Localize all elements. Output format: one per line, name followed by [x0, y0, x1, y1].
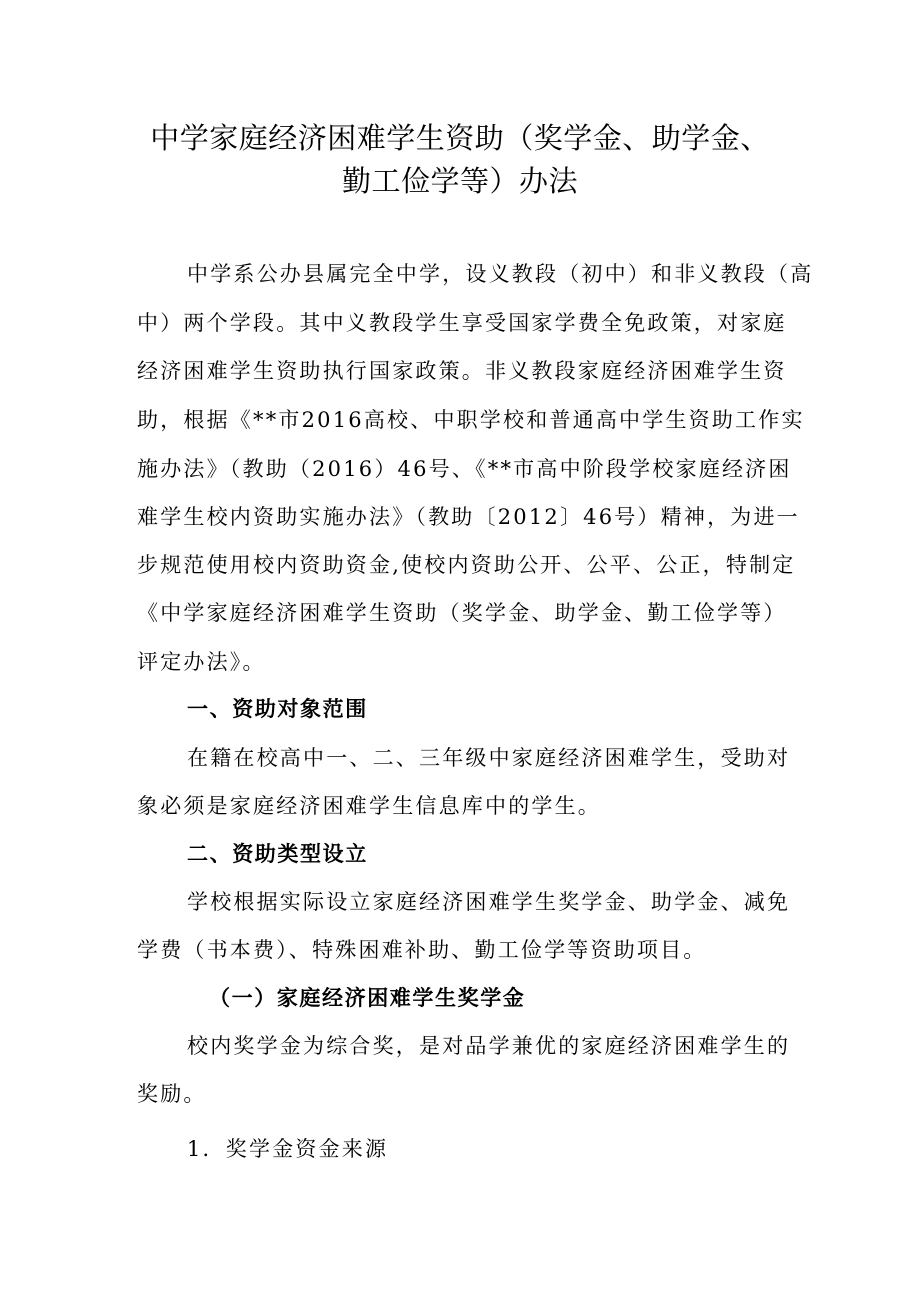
- document-title-line-1: 中学家庭经济困难学生资助（奖学金、助学金、: [150, 121, 770, 155]
- section-1-line: 在籍在校高中一、二、三年级中家庭经济困难学生，受助对: [187, 746, 791, 770]
- intro-paragraph-line: 难学生校内资助实施办法》（教助〔2012〕46号）精神，为进一: [137, 505, 800, 529]
- section-2-line: 学费（书本费）、特殊困难补助、勤工俭学等资助项目。: [137, 938, 707, 962]
- intro-paragraph-line: 助，根据《**市2016高校、中职学校和普通高中学生资助工作实: [137, 408, 805, 432]
- subsection-1-line: 奖励。: [137, 1082, 207, 1106]
- section-1-heading: 一、资助对象范围: [187, 696, 368, 721]
- document-title-line-2: 勤工俭学等）办法: [341, 164, 578, 198]
- section-1-line: 象必须是家庭经济困难学生信息库中的学生。: [137, 794, 601, 818]
- item-1-heading: 1．奖学金资金来源: [187, 1137, 389, 1161]
- subsection-1-heading: （一）家庭经济困难学生奖学金: [209, 985, 526, 1010]
- intro-paragraph-line: 《中学家庭经济困难学生资助（奖学金、助学金、勤工俭学等）: [137, 601, 787, 625]
- intro-paragraph-line: 评定办法》。: [137, 650, 266, 674]
- intro-paragraph-line: 经济困难学生资助执行国家政策。非义教段家庭经济困难学生资: [137, 359, 787, 383]
- intro-paragraph-line: 步规范使用校内资助资金,使校内资助公开、公平、公正，特制定: [137, 553, 796, 577]
- intro-paragraph-line: 施办法》（教助（2016）46号、《**市高中阶段学校家庭经济困: [137, 457, 792, 481]
- section-2-line: 学校根据实际设立家庭经济困难学生奖学金、助学金、减免: [187, 890, 791, 914]
- section-2-heading: 二、资助类型设立: [187, 841, 368, 866]
- subsection-1-line: 校内奖学金为综合奖，是对品学兼优的家庭经济困难学生的: [187, 1034, 791, 1058]
- intro-paragraph-line: 中）两个学段。其中义教段学生享受国家学费全免政策，对家庭: [137, 311, 787, 335]
- intro-paragraph-line: 中学系公办县属完全中学，设义教段（初中）和非义教段（高: [187, 262, 814, 286]
